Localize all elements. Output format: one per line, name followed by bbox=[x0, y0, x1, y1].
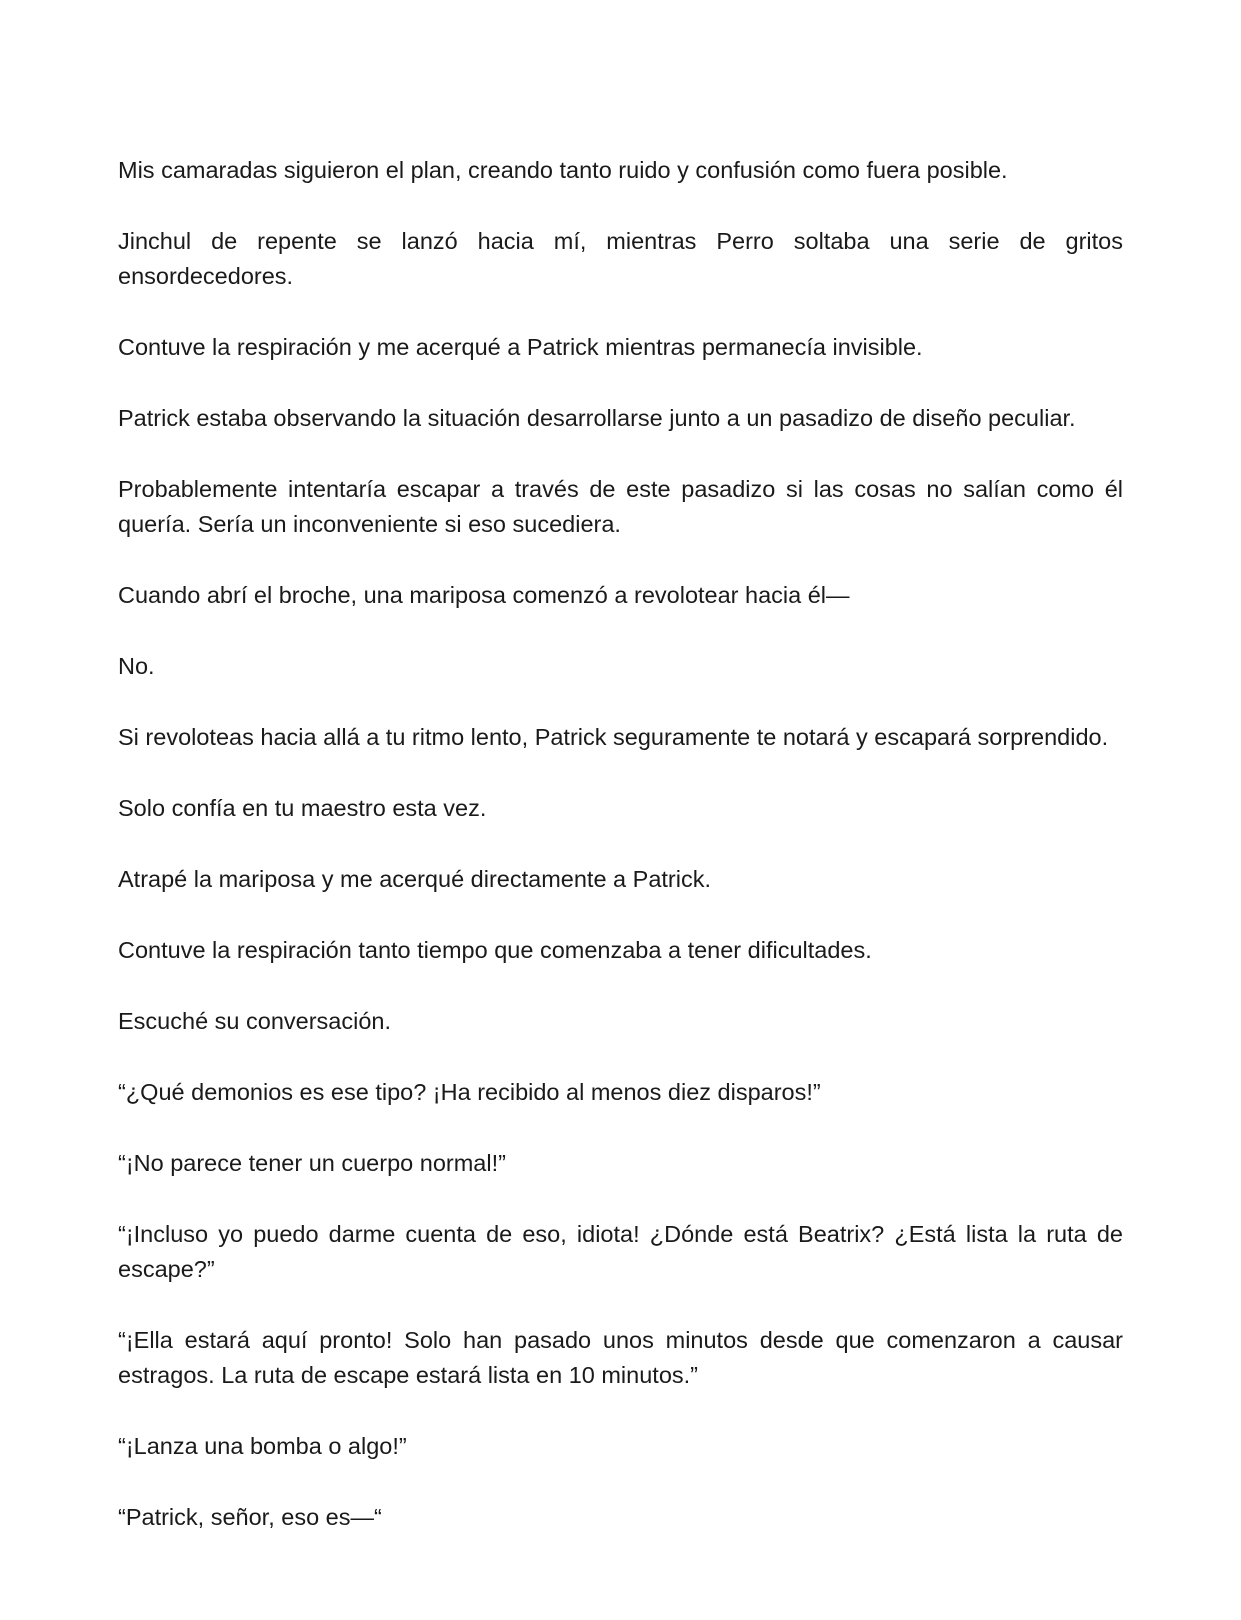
paragraph-8: Si revoloteas hacia allá a tu ritmo lento, Patrick seguramente te notará y escapará sorprendido. bbox=[118, 724, 1109, 750]
paragraph-7: No. bbox=[118, 653, 155, 679]
paragraph-2: Jinchul de repente se lanzó hacia mí, mientras Perro soltaba una serie de gritos ensordecedores. bbox=[118, 228, 1123, 289]
paragraph-18: “Patrick, señor, eso es—“ bbox=[118, 1504, 382, 1530]
paragraph-12: Escuché su conversación. bbox=[118, 1008, 392, 1034]
paragraph-4: Patrick estaba observando la situación desarrollarse junto a un pasadizo de diseño peculiar. bbox=[118, 405, 1076, 431]
paragraph-16: “¡Ella estará aquí pronto! Solo han pasado unos minutos desde que comenzaron a causar estragos. La ruta de escape estará lista en 10 minutos.” bbox=[118, 1327, 1123, 1388]
paragraph-14: “¡No parece tener un cuerpo normal!” bbox=[118, 1150, 506, 1176]
paragraph-17: “¡Lanza una bomba o algo!” bbox=[118, 1433, 407, 1459]
paragraph-6: Cuando abrí el broche, una mariposa comenzó a revolotear hacia él— bbox=[118, 582, 850, 608]
paragraph-1: Mis camaradas siguieron el plan, creando tanto ruido y confusión como fuera posible. bbox=[118, 157, 1008, 183]
paragraph-11: Contuve la respiración tanto tiempo que comenzaba a tener dificultades. bbox=[118, 937, 872, 963]
paragraph-3: Contuve la respiración y me acerqué a Patrick mientras permanecía invisible. bbox=[118, 334, 923, 360]
paragraph-10: Atrapé la mariposa y me acerqué directamente a Patrick. bbox=[118, 866, 711, 892]
document-body bbox=[118, 153, 1123, 1571]
paragraph-15: “¡Incluso yo puedo darme cuenta de eso, idiota! ¿Dónde está Beatrix? ¿Está lista la ruta de escape?” bbox=[118, 1221, 1123, 1282]
paragraph-9: Solo confía en tu maestro esta vez. bbox=[118, 795, 487, 821]
paragraph-13: “¿Qué demonios es ese tipo? ¡Ha recibido al menos diez disparos!” bbox=[118, 1079, 821, 1105]
paragraph-5: Probablemente intentaría escapar a través de este pasadizo si las cosas no salían como él quería. Sería un inconveniente si eso sucediera. bbox=[118, 476, 1123, 537]
